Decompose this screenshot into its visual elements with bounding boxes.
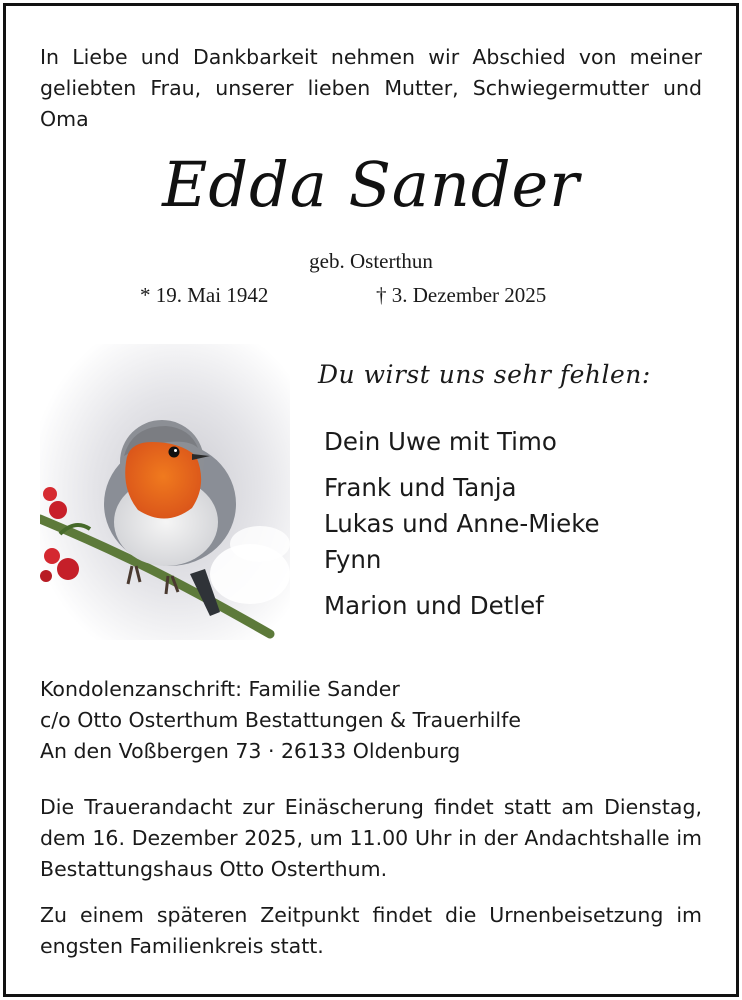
- deceased-name: Edda Sander: [162, 148, 580, 221]
- condolence-address: [40, 674, 702, 767]
- robin-on-branch-icon: [40, 344, 290, 640]
- condolence-line: c/o Otto Osterthum Bestattungen & Trauerhilfe: [40, 708, 521, 732]
- family-member-line: Lukas und Anne-Mieke: [324, 509, 600, 538]
- service-info: Die Trauerandacht zur Einäscherung findet statt am Dienstag, dem 16. Dezember 2025, um 11.00 Uhr in der Andachtshalle im Bestattungshaus Otto Osterthum.: [40, 795, 702, 881]
- intro-text: In Liebe und Dankbarkeit nehmen wir Abschied von meiner geliebten Frau, unserer lieben Mutter, Schwiegermutter und Oma: [40, 45, 702, 131]
- family-member-line: Fynn: [324, 545, 382, 574]
- condolence-line: An den Voßbergen 73 · 26133 Oldenburg: [40, 739, 461, 763]
- condolence-line: Kondolenzanschrift: Familie Sander: [40, 677, 400, 701]
- maiden-name: geb. Osterthun: [309, 249, 433, 273]
- family-member-line: Marion und Detlef: [324, 591, 544, 620]
- farewell-quote: Du wirst uns sehr fehlen:: [318, 360, 651, 389]
- family-member-line: Frank und Tanja: [324, 473, 517, 502]
- family-member-line: Dein Uwe mit Timo: [324, 427, 557, 456]
- birth-date: * 19. Mai 1942: [140, 283, 269, 307]
- robin-image: [40, 344, 290, 640]
- urn-burial-info: Zu einem späteren Zeitpunkt findet die Urnenbeisetzung im engsten Familienkreis statt.: [40, 903, 702, 958]
- death-date: † 3. Dezember 2025: [376, 283, 547, 307]
